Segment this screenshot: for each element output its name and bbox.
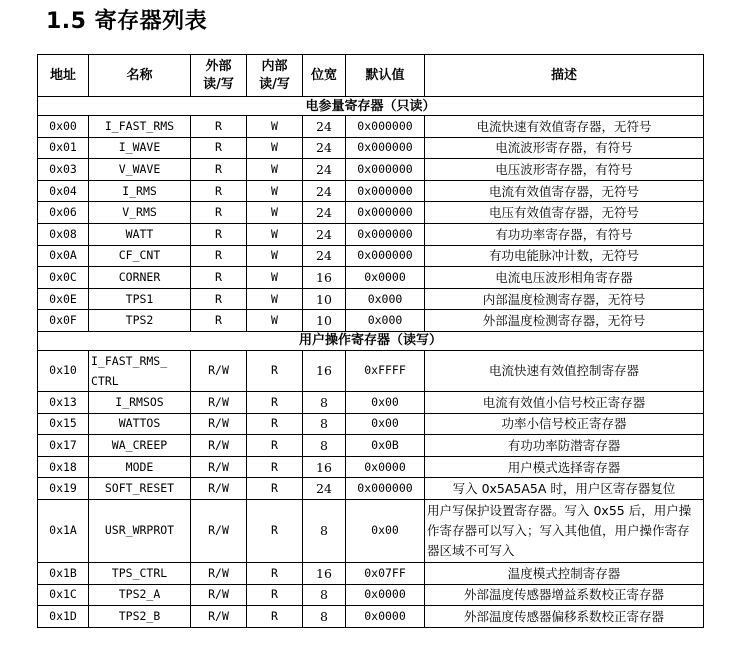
cell-width: 8 (303, 584, 346, 606)
cell-address: 0x1B (38, 562, 89, 584)
cell-default: 0x00 (346, 499, 425, 562)
cell-external-rw: R (191, 245, 247, 267)
cell-description: 有功电能脉冲计数，无符号 (425, 245, 704, 267)
cell-name-line1: I_FAST_RMS_ (91, 353, 168, 368)
table-row (38, 245, 704, 267)
cell-address: 0x01 (38, 137, 89, 159)
cell-address: 0x1A (38, 499, 89, 562)
cell-default: 0x000000 (346, 245, 425, 267)
cell-external-rw: R (191, 137, 247, 159)
cell-default: 0x0000 (346, 267, 425, 289)
cell-default: 0x000 (346, 288, 425, 310)
cell-address: 0x08 (38, 223, 89, 245)
cell-internal-rw: W (247, 116, 303, 138)
cell-internal-rw: R (247, 584, 303, 606)
cell-internal-rw: R (247, 478, 303, 500)
cell-name-line2: CTRL (91, 373, 119, 388)
cell-address: 0x17 (38, 435, 89, 457)
cell-name: TPS1 (89, 288, 191, 310)
cell-external-rw: R (191, 310, 247, 332)
cell-internal-rw: R (247, 606, 303, 628)
cell-external-rw: R/W (191, 562, 247, 584)
cell-description: 有功功率防潜寄存器 (425, 435, 704, 457)
header-addr: 地址 (38, 55, 89, 97)
cell-default: 0x0000 (346, 606, 425, 628)
cell-name: CF_CNT (89, 245, 191, 267)
cell-name: TPS2_B (89, 606, 191, 628)
cell-description: 电流快速有效值控制寄存器 (425, 350, 704, 391)
table-row (38, 180, 704, 202)
cell-internal-rw: R (247, 499, 303, 562)
cell-width: 10 (303, 288, 346, 310)
cell-internal-rw: W (247, 180, 303, 202)
table-row (38, 137, 704, 159)
cell-name: TPS2 (89, 310, 191, 332)
register-table (37, 54, 704, 628)
table-row (38, 267, 704, 289)
cell-name: SOFT_RESET (89, 478, 191, 500)
cell-address: 0x1C (38, 584, 89, 606)
cell-default: 0x000000 (346, 159, 425, 181)
table-row (38, 350, 704, 391)
cell-address: 0x13 (38, 391, 89, 413)
cell-address: 0x1D (38, 606, 89, 628)
cell-width: 24 (303, 478, 346, 500)
cell-external-rw: R/W (191, 435, 247, 457)
cell-width: 8 (303, 606, 346, 628)
cell-name: I_RMS (89, 180, 191, 202)
cell-default: 0x000000 (346, 137, 425, 159)
cell-internal-rw: W (247, 223, 303, 245)
cell-name: MODE (89, 456, 191, 478)
cell-default: 0x000000 (346, 202, 425, 224)
cell-external-rw: R/W (191, 606, 247, 628)
cell-internal-rw: R (247, 435, 303, 457)
cell-external-rw: R/W (191, 478, 247, 500)
cell-default: 0x00 (346, 391, 425, 413)
cell-default: 0x000000 (346, 116, 425, 138)
cell-external-rw: R (191, 267, 247, 289)
table-row (38, 478, 704, 500)
cell-description: 电压波形寄存器，有符号 (425, 159, 704, 181)
table-row (38, 202, 704, 224)
cell-default: 0x00 (346, 413, 425, 435)
cell-name: CORNER (89, 267, 191, 289)
header-name: 名称 (89, 55, 191, 97)
cell-name (89, 350, 191, 391)
cell-description: 用户写保护设置寄存器。写入 0x55 后，用户操作寄存器可以写入；写入其他值，用户操作寄存器区域不可写入 (425, 499, 704, 562)
cell-external-rw: R/W (191, 499, 247, 562)
cell-description: 外部温度传感器增益系数校正寄存器 (425, 584, 704, 606)
table-row (38, 562, 704, 584)
cell-name: V_RMS (89, 202, 191, 224)
cell-name: TPS2_A (89, 584, 191, 606)
header-int-rw (247, 55, 303, 97)
cell-description: 外部温度检测寄存器，无符号 (425, 310, 704, 332)
cell-width: 24 (303, 137, 346, 159)
section-header-row (38, 97, 704, 116)
cell-external-rw: R (191, 223, 247, 245)
table-row (38, 413, 704, 435)
cell-name: USR_WRPROT (89, 499, 191, 562)
cell-external-rw: R (191, 116, 247, 138)
cell-name: V_WAVE (89, 159, 191, 181)
cell-default: 0x0000 (346, 584, 425, 606)
cell-external-rw: R (191, 202, 247, 224)
cell-description: 电流快速有效值寄存器，无符号 (425, 116, 704, 138)
cell-name: I_WAVE (89, 137, 191, 159)
cell-external-rw: R/W (191, 350, 247, 391)
cell-description: 温度模式控制寄存器 (425, 562, 704, 584)
cell-name: WATT (89, 223, 191, 245)
header-ext-rw-line2: 读/写 (203, 76, 234, 92)
cell-description: 有功功率寄存器，有符号 (425, 223, 704, 245)
cell-external-rw: R (191, 159, 247, 181)
cell-width: 24 (303, 223, 346, 245)
cell-description: 电流波形寄存器，有符号 (425, 137, 704, 159)
cell-address: 0x18 (38, 456, 89, 478)
cell-description: 电流电压波形相角寄存器 (425, 267, 704, 289)
cell-address: 0x19 (38, 478, 89, 500)
table-row (38, 584, 704, 606)
header-desc: 描述 (425, 55, 704, 97)
cell-default: 0x0B (346, 435, 425, 457)
table-row (38, 159, 704, 181)
cell-description: 写入 0x5A5A5A 时，用户区寄存器复位 (425, 478, 704, 500)
cell-name: WA_CREEP (89, 435, 191, 457)
header-ext-rw-line1: 外部 (205, 58, 232, 74)
cell-description: 内部温度检测寄存器，无符号 (425, 288, 704, 310)
cell-width: 24 (303, 159, 346, 181)
cell-default: 0x000 (346, 310, 425, 332)
page-title: 1.5 寄存器列表 (46, 9, 208, 34)
cell-default: 0x0000 (346, 456, 425, 478)
cell-address: 0x0C (38, 267, 89, 289)
cell-width: 8 (303, 413, 346, 435)
cell-name: TPS_CTRL (89, 562, 191, 584)
header-int-rw-line2: 读/写 (259, 76, 290, 92)
cell-width: 8 (303, 499, 346, 562)
cell-description: 功率小信号校正寄存器 (425, 413, 704, 435)
table-row (38, 391, 704, 413)
cell-description: 电压有效值寄存器，无符号 (425, 202, 704, 224)
register-table-body (38, 97, 704, 628)
table-row (38, 116, 704, 138)
table-row (38, 435, 704, 457)
cell-internal-rw: W (247, 288, 303, 310)
cell-address: 0x15 (38, 413, 89, 435)
cell-width: 8 (303, 435, 346, 457)
cell-name: WATTOS (89, 413, 191, 435)
table-row (38, 499, 704, 562)
cell-internal-rw: W (247, 137, 303, 159)
cell-width: 16 (303, 267, 346, 289)
cell-address: 0x06 (38, 202, 89, 224)
cell-internal-rw: W (247, 245, 303, 267)
cell-width: 16 (303, 562, 346, 584)
cell-description: 电流有效值小信号校正寄存器 (425, 391, 704, 413)
cell-address: 0x0E (38, 288, 89, 310)
section-title: 用户操作寄存器（读写） (38, 331, 704, 350)
cell-width: 8 (303, 391, 346, 413)
cell-internal-rw: R (247, 391, 303, 413)
cell-internal-rw: R (247, 456, 303, 478)
cell-width: 24 (303, 116, 346, 138)
cell-default: 0x000000 (346, 223, 425, 245)
header-row (38, 55, 704, 97)
cell-name: I_FAST_RMS (89, 116, 191, 138)
cell-external-rw: R/W (191, 391, 247, 413)
table-row (38, 606, 704, 628)
cell-width: 16 (303, 350, 346, 391)
cell-description: 用户模式选择寄存器 (425, 456, 704, 478)
cell-external-rw: R/W (191, 456, 247, 478)
cell-internal-rw: R (247, 562, 303, 584)
header-ext-rw (191, 55, 247, 97)
cell-address: 0x00 (38, 116, 89, 138)
cell-default: 0x07FF (346, 562, 425, 584)
cell-default: 0xFFFF (346, 350, 425, 391)
cell-width: 10 (303, 310, 346, 332)
table-row (38, 456, 704, 478)
header-width: 位宽 (303, 55, 346, 97)
cell-external-rw: R/W (191, 584, 247, 606)
cell-description: 电流有效值寄存器，无符号 (425, 180, 704, 202)
cell-external-rw: R/W (191, 413, 247, 435)
cell-width: 24 (303, 202, 346, 224)
header-default: 默认值 (346, 55, 425, 97)
cell-default: 0x000000 (346, 478, 425, 500)
cell-name: I_RMSOS (89, 391, 191, 413)
cell-default: 0x000000 (346, 180, 425, 202)
cell-address: 0x04 (38, 180, 89, 202)
cell-internal-rw: R (247, 413, 303, 435)
cell-width: 16 (303, 456, 346, 478)
header-int-rw-line1: 内部 (261, 58, 288, 74)
cell-external-rw: R (191, 288, 247, 310)
section-header-row (38, 331, 704, 350)
table-row (38, 223, 704, 245)
cell-width: 24 (303, 245, 346, 267)
cell-width: 24 (303, 180, 346, 202)
cell-internal-rw: W (247, 267, 303, 289)
table-row (38, 288, 704, 310)
cell-internal-rw: W (247, 310, 303, 332)
cell-internal-rw: W (247, 159, 303, 181)
cell-internal-rw: W (247, 202, 303, 224)
cell-external-rw: R (191, 180, 247, 202)
cell-address: 0x0F (38, 310, 89, 332)
cell-address: 0x10 (38, 350, 89, 391)
table-row (38, 310, 704, 332)
cell-address: 0x0A (38, 245, 89, 267)
cell-address: 0x03 (38, 159, 89, 181)
cell-description: 外部温度传感器偏移系数校正寄存器 (425, 606, 704, 628)
cell-internal-rw: R (247, 350, 303, 391)
section-title: 电参量寄存器（只读） (38, 97, 704, 116)
